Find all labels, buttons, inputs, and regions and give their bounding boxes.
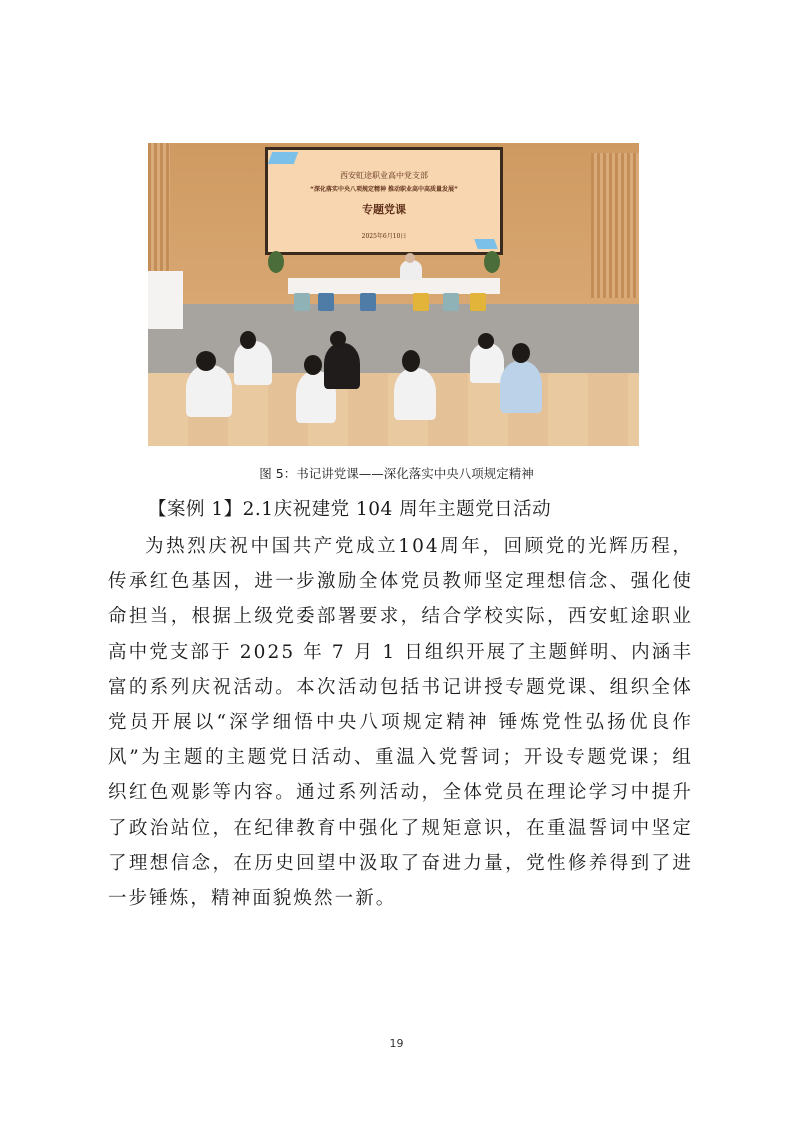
attendee-head bbox=[402, 350, 420, 372]
attendee bbox=[500, 361, 542, 413]
page-number: 19 bbox=[389, 1037, 404, 1050]
figure-caption: 图 5：书记讲党课——深化落实中央八项规定精神 bbox=[259, 466, 534, 481]
screen-org-name: 西安虹途职业高中党支部 bbox=[340, 171, 428, 180]
projection-screen bbox=[265, 147, 503, 255]
body-paragraph: 为热烈庆祝中国共产党成立104周年，回顾党的光辉历程，传承红色基因，进一步激励全体党员教师坚定理想信念、强化使命担当，根据上级党委部署要求，结合学校实际，西安虹途职业高中党支部于 2025 年 7 月 1 日组织开展了主题鲜明、内涵丰富的系列庆祝活动。本次活动包括书记讲授专题党课、组织全体党员开展以“深学细悟中央八项规定精神 锤炼党性弘扬优良作风”为主题的主题党日活动、重温入党誓词；开设专题党课；组织红色观影等内容。通过系列活动，全体党员在理论学习中提升了政治站位，在纪律教育中强化了规矩意识，在重温誓词中坚定了理想信念，在历史回望中汲取了奋进力量，党性修养得到了进一步锤炼，精神面貌焕然一新。 bbox=[108, 536, 693, 910]
attendee-head bbox=[478, 333, 494, 349]
screen-date: 2025年6月10日 bbox=[361, 233, 407, 240]
chair bbox=[413, 293, 429, 311]
attendee-head bbox=[240, 331, 256, 349]
plant bbox=[484, 251, 500, 273]
chair bbox=[470, 293, 486, 311]
attendee-head bbox=[196, 351, 216, 371]
attendee-head bbox=[330, 331, 346, 347]
attendee bbox=[186, 365, 232, 417]
chair bbox=[294, 293, 310, 311]
plant bbox=[268, 251, 284, 273]
chair bbox=[360, 293, 376, 311]
attendee-head bbox=[304, 355, 322, 375]
event-photo bbox=[148, 143, 639, 446]
speaker-table bbox=[288, 278, 500, 294]
chair bbox=[443, 293, 459, 311]
attendee bbox=[324, 343, 360, 389]
screen-subtitle: “深化落实中央八项规定精神 推动职业高中高质量发展” bbox=[310, 186, 458, 193]
speaker-head bbox=[405, 253, 415, 263]
case-title: 【案例 1】2.1庆祝建党 104 周年主题党日活动 bbox=[148, 499, 552, 520]
podium bbox=[148, 271, 183, 329]
screen-decoration bbox=[474, 239, 498, 249]
wall-panel-right bbox=[591, 153, 639, 298]
attendee-head bbox=[512, 343, 530, 363]
screen-title: 专题党课 bbox=[362, 203, 406, 216]
speaker bbox=[400, 260, 422, 280]
attendee bbox=[394, 368, 436, 420]
screen-decoration bbox=[268, 152, 298, 164]
body-text bbox=[108, 529, 693, 916]
attendee bbox=[470, 343, 504, 383]
attendee bbox=[234, 341, 272, 385]
chair bbox=[318, 293, 334, 311]
